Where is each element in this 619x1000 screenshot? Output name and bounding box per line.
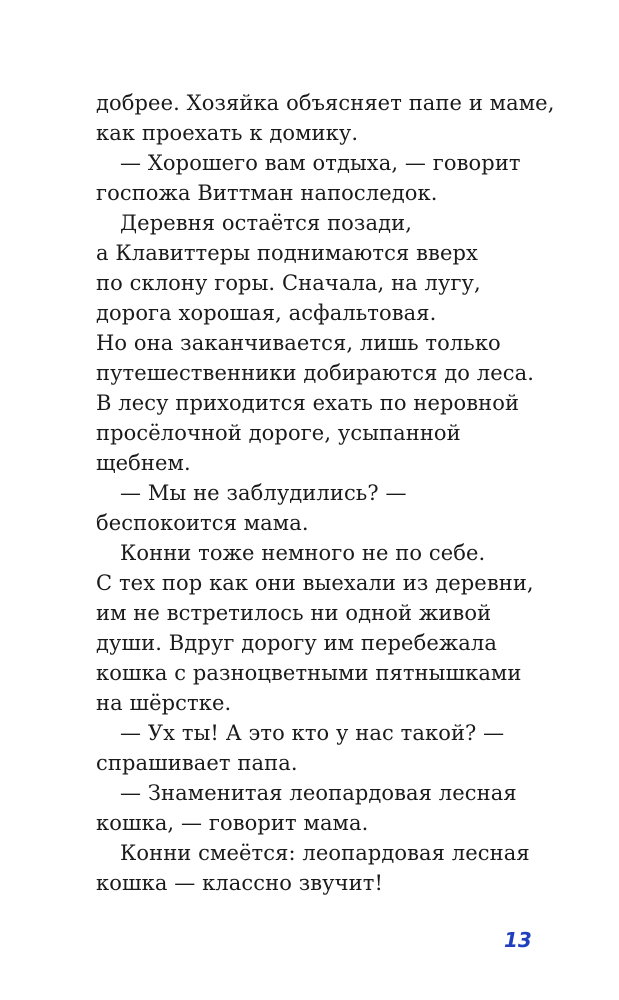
text-line: Конни тоже немного не по себе.	[120, 541, 486, 565]
text-line: — Мы не заблудились? —	[120, 481, 407, 505]
text-line: Но она заканчивается, лишь только	[96, 331, 501, 355]
text-line: кошка с разноцветными пятнышками	[96, 661, 522, 685]
text-line: беспокоится мама.	[96, 511, 309, 535]
text-line: дорога хорошая, асфальтовая.	[96, 301, 437, 325]
text-line: на шёрстке.	[96, 691, 232, 715]
text-line: путешественники добираются до леса.	[96, 361, 534, 385]
text-line: В лесу приходится ехать по неровной	[96, 391, 520, 415]
text-line: по склону горы. Сначала, на лугу,	[96, 271, 481, 295]
text-line: — Хорошего вам отдыха, — говорит	[120, 151, 521, 175]
page-number: 13	[504, 928, 532, 952]
text-line: — Знаменитая леопардовая лесная	[120, 781, 517, 805]
text-line: как проехать к домику.	[96, 121, 359, 145]
text-line: добрее. Хозяйка объясняет папе и маме,	[96, 91, 555, 115]
text-line: кошка — классно звучит!	[96, 871, 383, 895]
text-line: Деревня остаётся позади,	[120, 211, 413, 235]
text-line: щебнем.	[96, 451, 191, 475]
text-line: просёлочной дороге, усыпанной	[96, 421, 461, 445]
text-line: а Клавиттеры поднимаются вверх	[96, 241, 478, 265]
text-line: кошка, — говорит мама.	[96, 811, 369, 835]
text-line: души. Вдруг дорогу им перебежала	[96, 631, 497, 655]
body-text	[96, 88, 555, 898]
text-line: Конни смеётся: леопардовая лесная	[120, 841, 530, 865]
text-line: госпожа Виттман напоследок.	[96, 181, 438, 205]
text-line: С тех пор как они выехали из деревни,	[96, 571, 534, 595]
text-line: им не встретилось ни одной живой	[96, 601, 492, 625]
text-line: — Ух ты! А это кто у нас такой? —	[120, 721, 505, 745]
text-line: спрашивает папа.	[96, 751, 298, 775]
